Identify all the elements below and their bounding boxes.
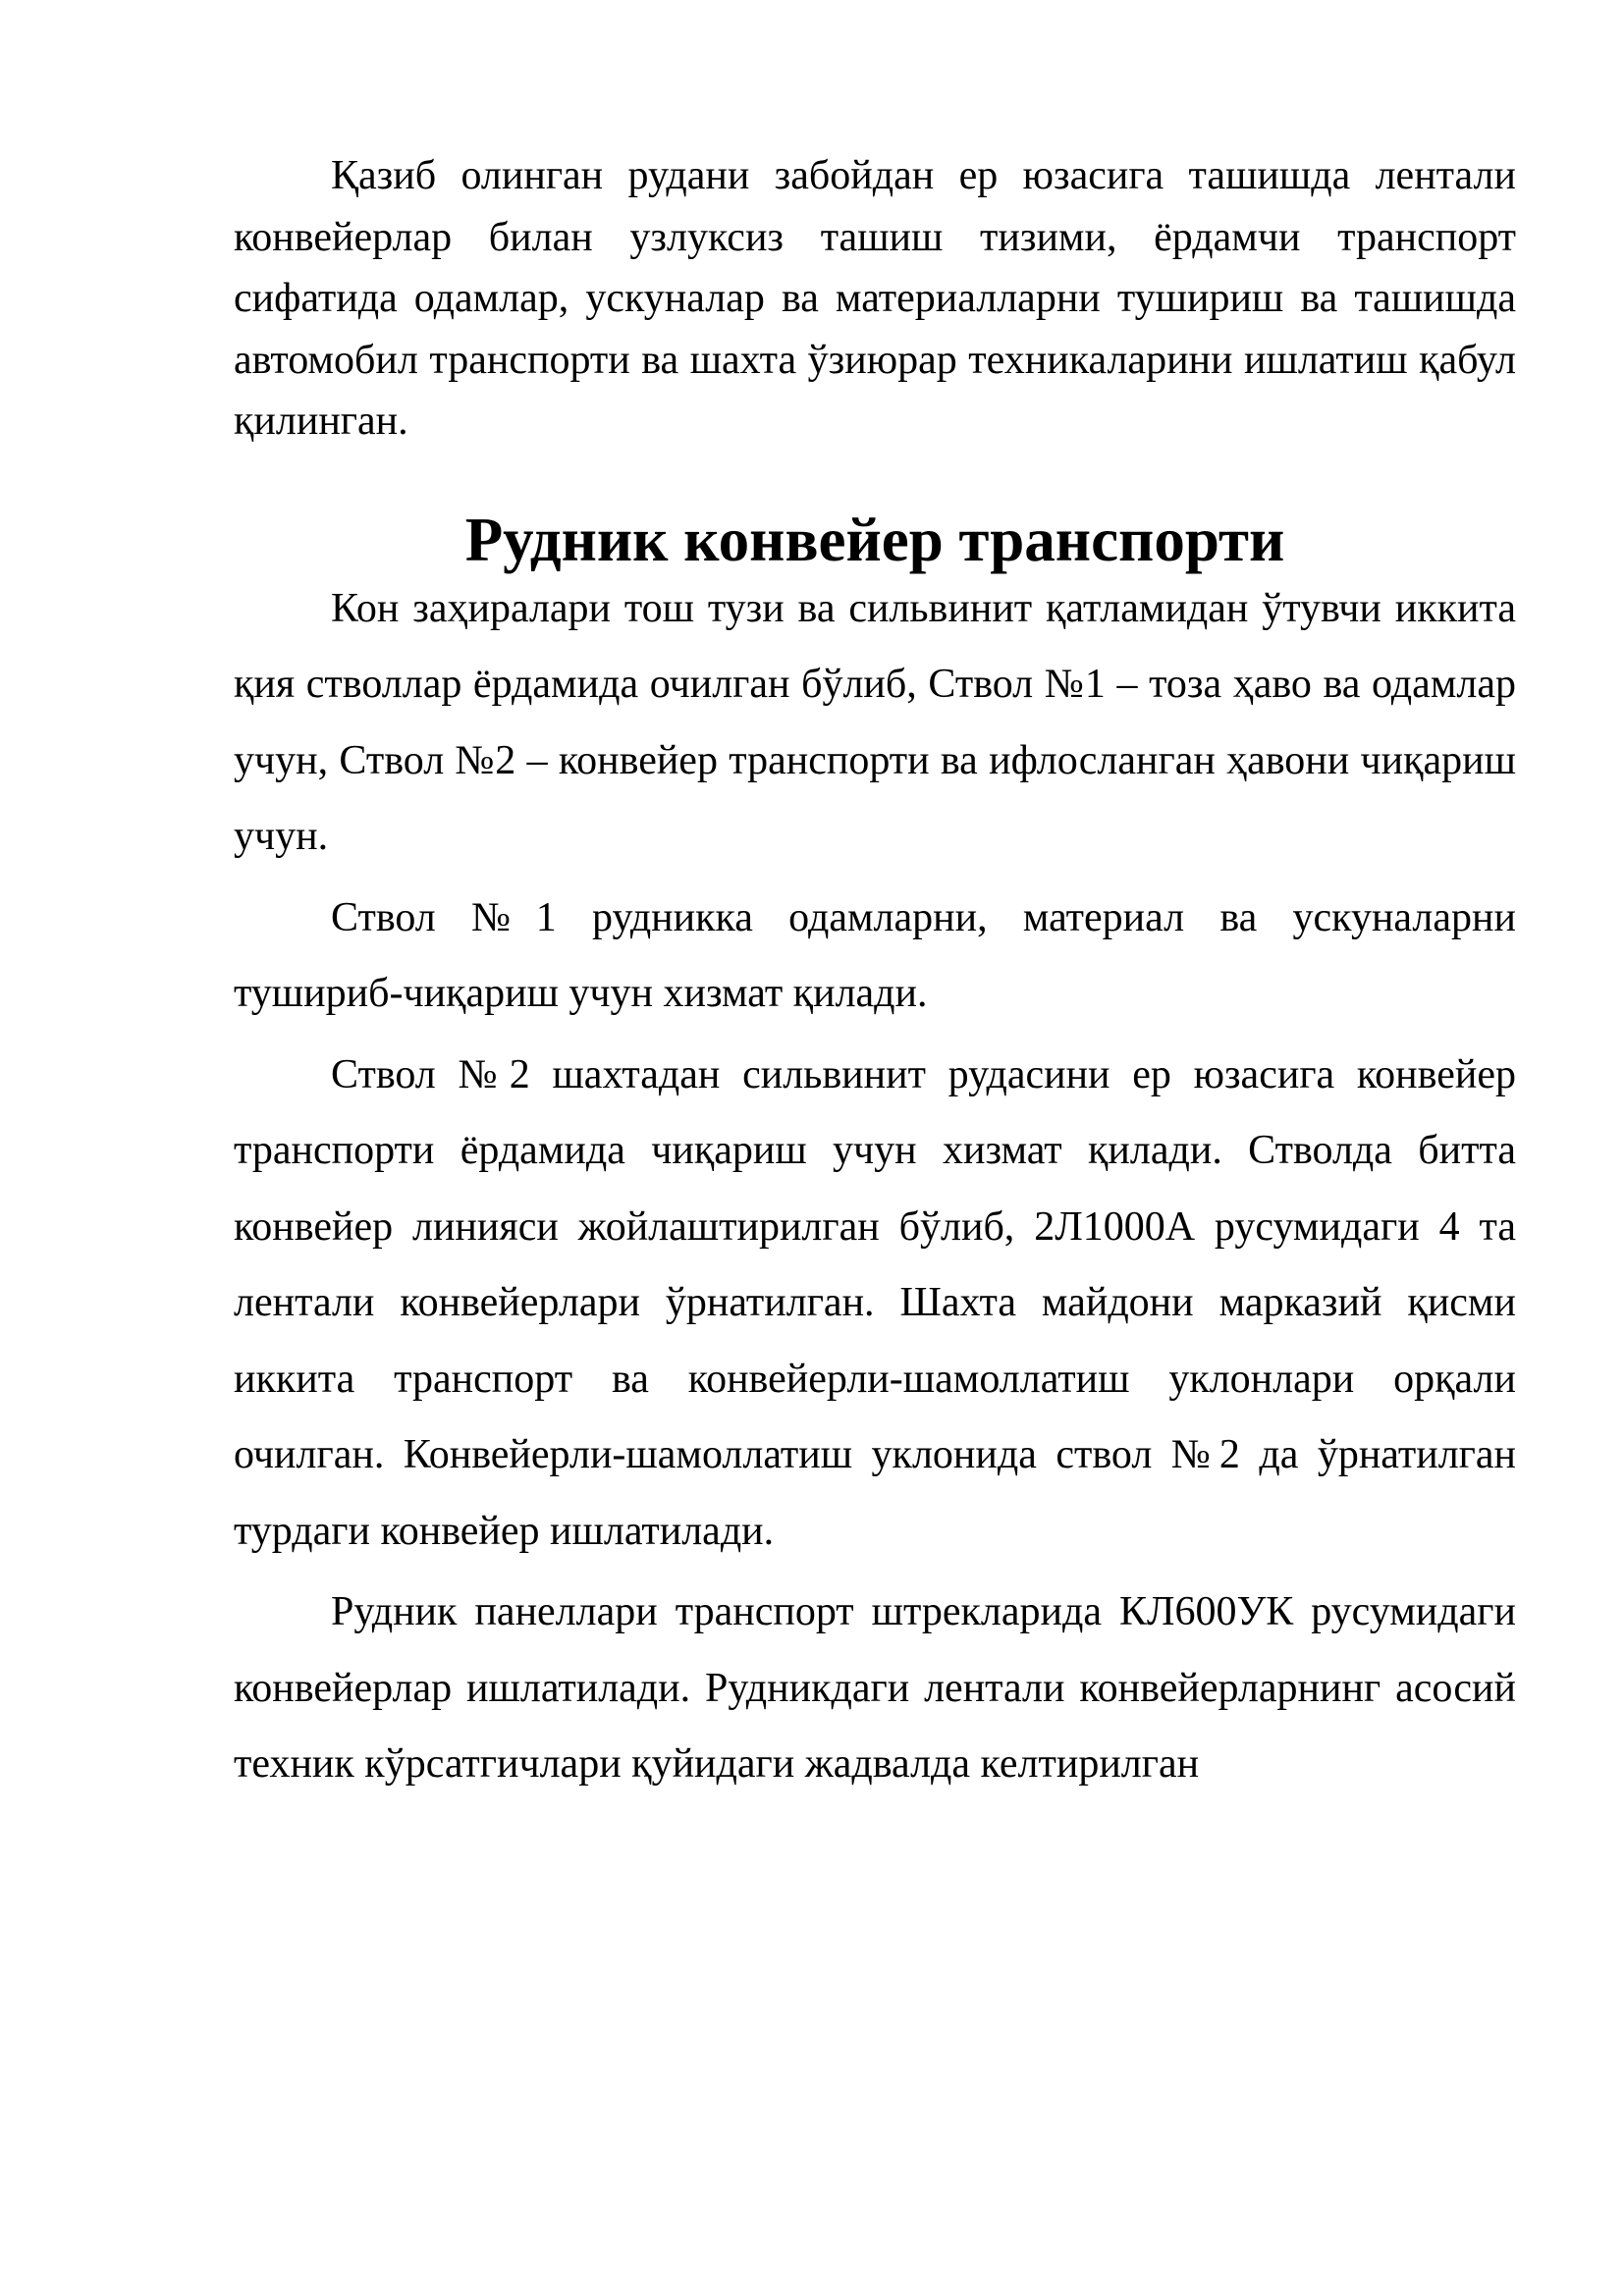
paragraph-shafts: Кон заҳиралари тош тузи ва сильвинит қатламидан ўтувчи иккита қия стволлар ёрдамида очилган бўлиб, Ствол №1 – тоза ҳаво ва одамлар учун, Ствол №2 – конвейер транспорти ва ифлосланган ҳавони чиқариш учун.	[234, 585, 1516, 859]
paragraph-shaft-2: Ствол №2 шахтадан сильвинит рудасини ер юзасига конвейер транспорти ёрдамида чиқариш учун хизмат қилади. Стволда битта конвейер линияси жойлаштирилган бўлиб, 2Л1000А русумидаги 4 та лентали конвейерлари ўрнатилган. Шахта майдони марказий қисми иккита транспорт ва конвейерли-шамоллатиш уклонлари орқали очилган. Конвейерли-шамоллатиш уклонида ствол №2 да ўрнатилган турдаги конвейер ишлатилади.	[234, 1051, 1516, 1554]
section-heading: Рудник конвейер транспорти	[464, 505, 1285, 574]
document-page	[234, 145, 1516, 1803]
intro-paragraph: Қазиб олинган рудани забойдан ер юзасига ташишда лентали конвейерлар билан узлуксиз ташиш тизими, ёрдамчи транспорт сифатида одамлар, ускуналар ва материалларни тушириш ва ташишда автомобил транспорти ва шахта ўзиюрар техникаларини ишлатиш қабул қилинган.	[234, 153, 1516, 444]
paragraph-shaft-1: Ствол №1 рудникка одамларни, материал ва ускуналарни тушириб-чиқариш учун хизмат қилади.	[234, 894, 1516, 1016]
paragraph-panels: Рудник панеллари транспорт штрекларида КЛ600УК русумидаги конвейерлар ишлатилади. Рудникдаги лентали конвейерларнинг асосий техник кўрсатгичлари қуйидаги жадвалда келтирилган	[234, 1589, 1516, 1787]
